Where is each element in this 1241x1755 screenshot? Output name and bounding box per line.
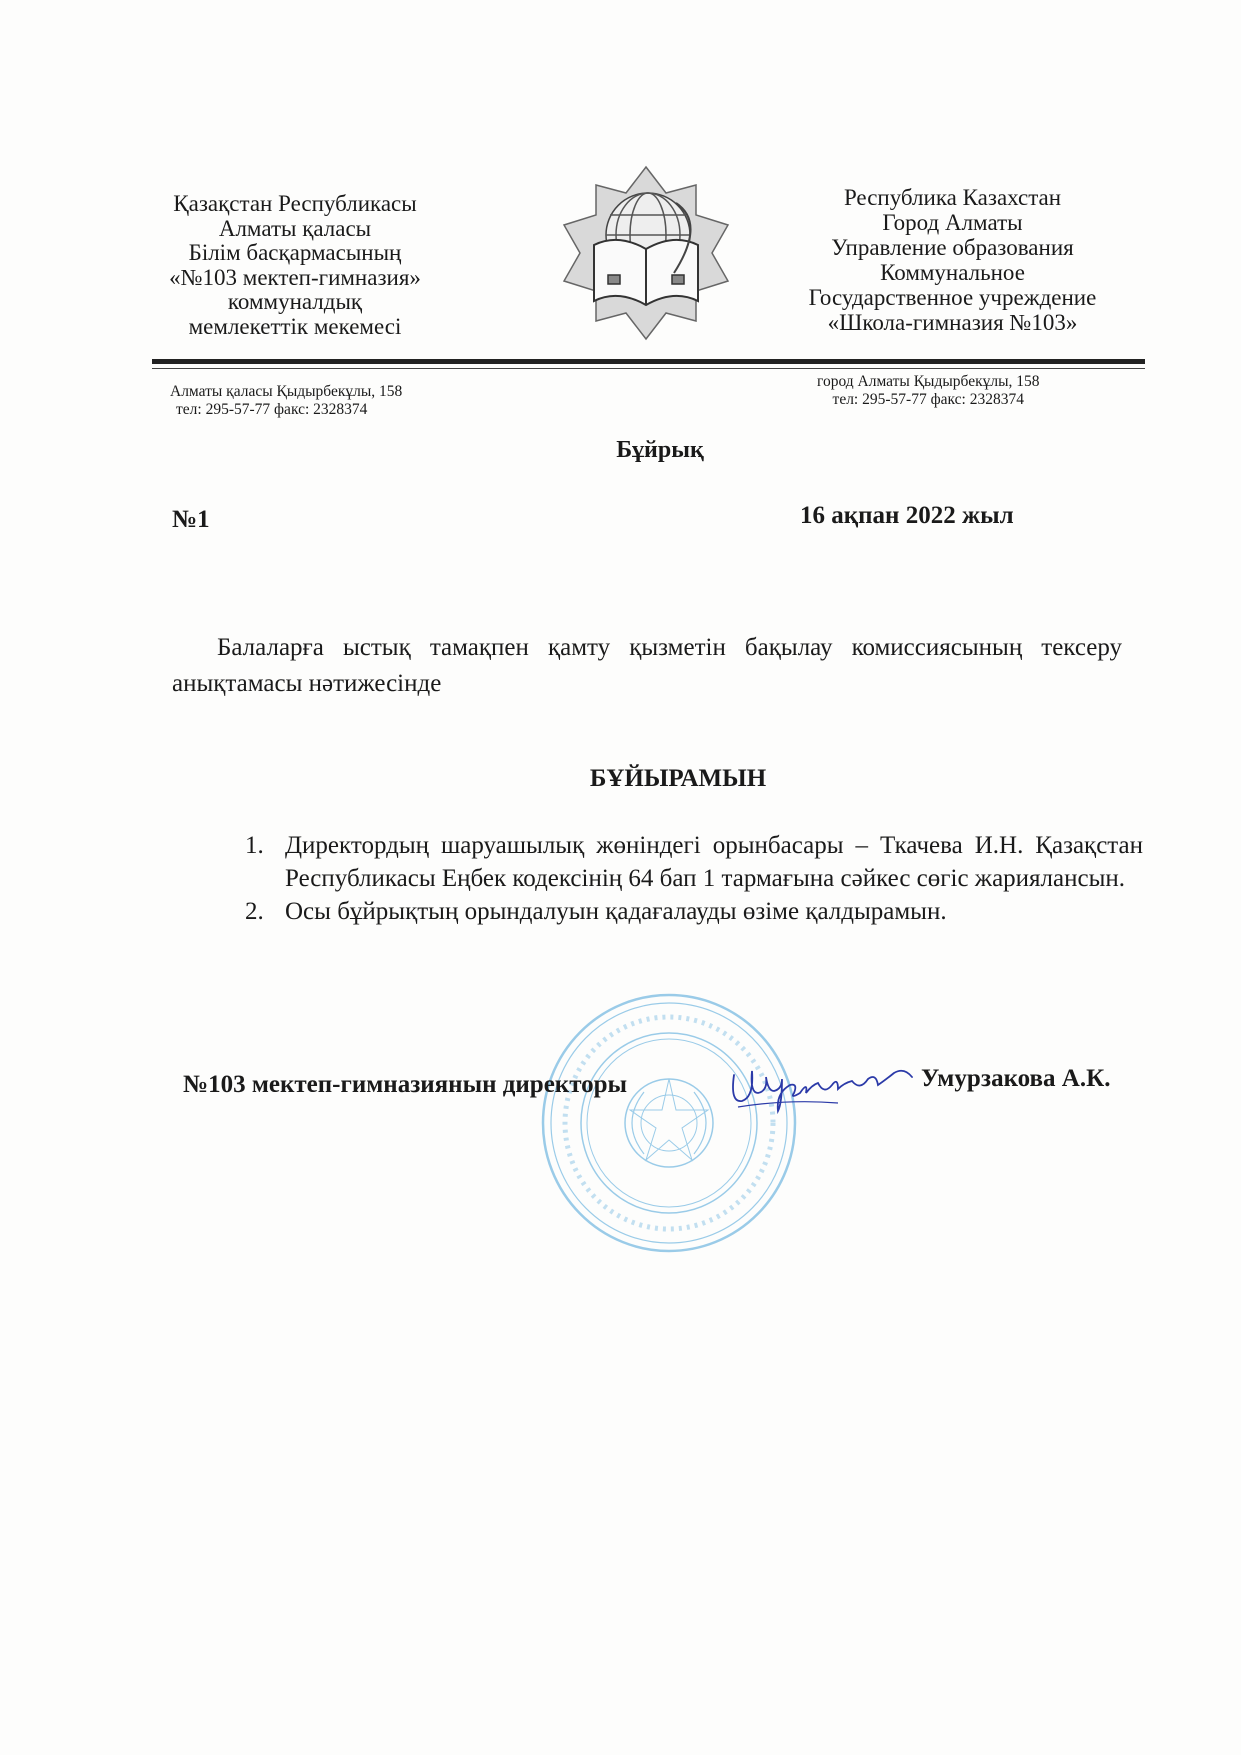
header-left-line: Алматы қаласы <box>218 215 372 241</box>
header-divider-thick <box>152 359 1145 364</box>
header-left-line: Қазақстан Республикасы <box>173 191 417 216</box>
address-left <box>170 383 402 419</box>
official-stamp-seal <box>540 992 798 1254</box>
header-right-line: Республика Казахстан <box>843 185 1062 210</box>
header-left-line: «№103 мектеп-гимназия» <box>169 264 421 290</box>
handwritten-signature <box>728 1063 918 1118</box>
order-item <box>245 895 1143 928</box>
signatory-name: Умурзакова А.К. <box>921 1065 1111 1092</box>
order-item-number: 2. <box>245 898 264 925</box>
order-item-text: Осы бұйрықтың орындалуын қадағалауды өзіме қалдырамын. <box>285 898 947 925</box>
address-right-line: тел: 295-57-77 факс: 2328374 <box>832 391 1024 408</box>
order-number: №1 <box>172 506 210 533</box>
header-right-block <box>770 185 1135 335</box>
preamble-text: Балаларға ыстық тамақпен қамту қызметін бақылау комиссиясының тексеру анықтамасы нәтижесінде <box>172 634 1122 697</box>
address-right <box>817 373 1040 409</box>
order-item-number: 1. <box>245 832 264 859</box>
school-emblem-logo <box>556 163 736 343</box>
header-left-line: коммуналдық <box>227 289 363 314</box>
order-item-text: Директордың шаруашылық жөніндегі орынбасары – Ткачева И.Н. Қазақстан Республикасы Еңбек кодексінің 64 бап 1 тармағына сәйкес сөгіс жариялансын. <box>285 832 1143 892</box>
signatory-role: №103 мектеп-гимназиянын директоры <box>183 1071 628 1098</box>
document-title: Бұйрық <box>616 437 704 463</box>
order-heading: БҰЙЫРАМЫН <box>589 765 767 792</box>
order-items-list <box>245 829 1143 928</box>
address-left-line: тел: 295-57-77 факс: 2328374 <box>176 401 368 418</box>
header-right-line: Государственное учреждение <box>808 285 1097 310</box>
header-left-block <box>130 192 460 339</box>
header-left-line: мемлекеттік мекемесі <box>188 313 402 339</box>
header-left-line: Білім басқармасының <box>188 240 402 265</box>
order-item <box>245 829 1143 895</box>
header-right-line: «Школа-гимназия №103» <box>827 310 1078 335</box>
header-right-line: Город Алматы <box>882 210 1023 235</box>
header-right-line: Коммунальное <box>880 260 1025 285</box>
order-date: 16 ақпан 2022 жыл <box>800 502 1014 529</box>
address-left-line: Алматы қаласы Қыдырбекұлы, 158 <box>170 383 403 400</box>
address-right-line: город Алматы Қыдырбекұлы, 158 <box>817 373 1040 390</box>
header-right-line: Управление образования <box>831 235 1074 260</box>
header-divider-thin <box>152 368 1145 369</box>
